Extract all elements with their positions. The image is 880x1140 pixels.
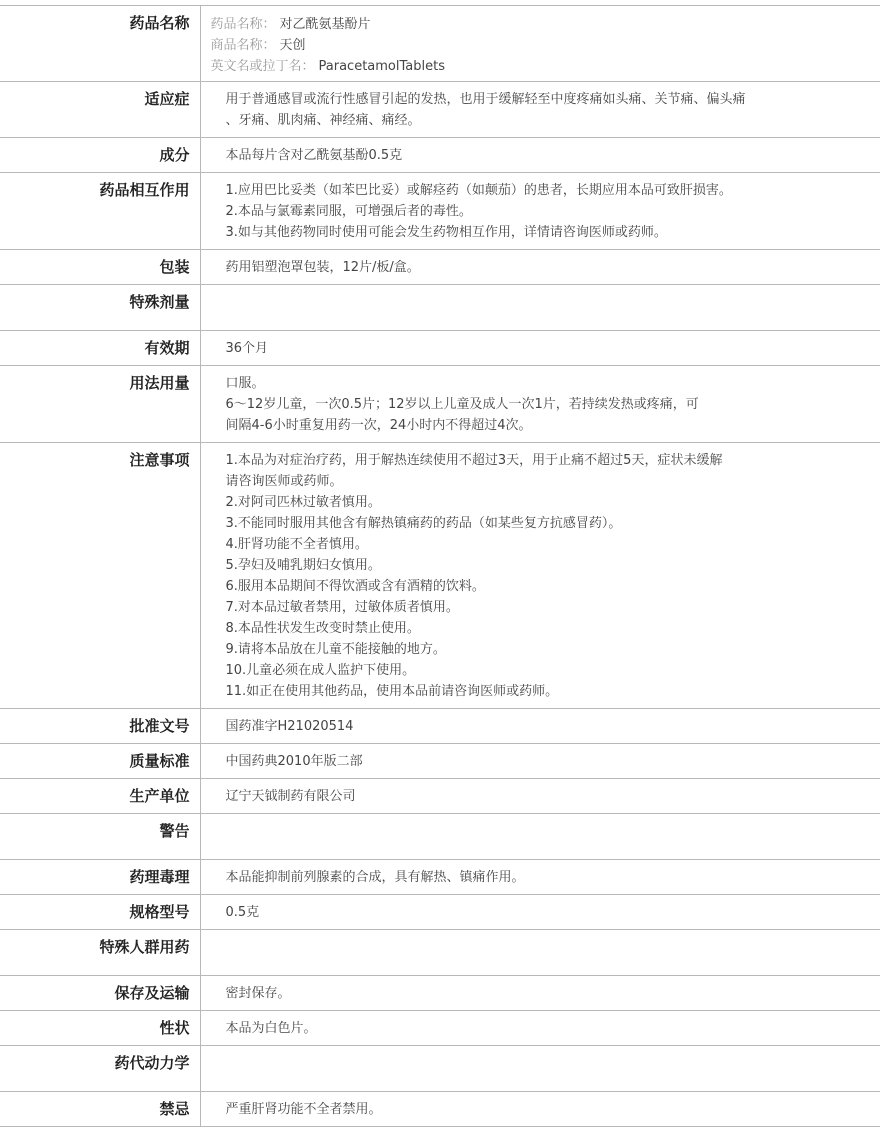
spec-row [0, 1046, 880, 1092]
name-key: 商品名称： [210, 38, 276, 53]
spec-row [0, 779, 880, 814]
row-label: 批准文号 [0, 709, 200, 744]
row-value-line: 6～12岁儿童，一次0.5片；12岁以上儿童及成人一次1片，若持续发热或疼痛，可 [225, 397, 699, 412]
row-value [200, 82, 880, 138]
spec-row [0, 814, 880, 860]
spec-row [0, 709, 880, 744]
row-label: 特殊剂量 [0, 285, 200, 331]
row-label: 特殊人群用药 [0, 930, 200, 976]
row-value [200, 744, 880, 779]
drug-spec-table [0, 5, 880, 1127]
row-label: 质量标准 [0, 744, 200, 779]
row-value-line: 请咨询医师或药师。 [225, 474, 343, 489]
row-value-line: 国药准字H21020514 [225, 719, 354, 734]
row-label: 警告 [0, 814, 200, 860]
spec-row [0, 860, 880, 895]
row-value [200, 138, 880, 173]
spec-row [0, 930, 880, 976]
row-value-line: 严重肝肾功能不全者禁用。 [225, 1102, 382, 1117]
row-value [200, 895, 880, 930]
row-value [200, 814, 880, 860]
row-label: 生产单位 [0, 779, 200, 814]
row-value-line: 本品能抑制前列腺素的合成，具有解热、镇痛作用。 [225, 870, 525, 885]
row-value [200, 976, 880, 1011]
row-value-line: 8.本品性状发生改变时禁止使用。 [225, 621, 420, 636]
row-value [200, 1011, 880, 1046]
row-value [200, 1046, 880, 1092]
row-value [200, 779, 880, 814]
row-label: 药理毒理 [0, 860, 200, 895]
row-value [200, 285, 880, 331]
spec-row [0, 173, 880, 250]
row-value-line: 1.应用巴比妥类（如苯巴比妥）或解痉药（如颠茄）的患者，长期应用本品可致肝损害。 [225, 183, 732, 198]
row-value-line: 9.请将本品放在儿童不能接触的地方。 [225, 642, 446, 657]
row-label: 包装 [0, 250, 200, 285]
row-label: 规格型号 [0, 895, 200, 930]
row-label: 药品相互作用 [0, 173, 200, 250]
row-value [200, 1092, 880, 1127]
spec-row [0, 82, 880, 138]
spec-row [0, 976, 880, 1011]
row-value-line: 2.对阿司匹林过敏者慎用。 [225, 495, 381, 510]
row-value-line: 5.孕妇及哺乳期妇女慎用。 [225, 558, 381, 573]
row-label: 注意事项 [0, 443, 200, 709]
row-value-line: 本品为白色片。 [225, 1021, 317, 1036]
row-value-line: 密封保存。 [225, 986, 291, 1001]
name-key: 药品名称： [210, 17, 276, 32]
row-value-line: 、牙痛、肌肉痛、神经痛、痛经。 [225, 113, 421, 128]
name-line-brand [211, 35, 791, 56]
row-label: 适应症 [0, 82, 200, 138]
spec-row [0, 138, 880, 173]
row-value-line: 口服。 [225, 376, 265, 391]
row-value [200, 366, 880, 443]
spec-row [0, 895, 880, 930]
spec-row [0, 285, 880, 331]
spec-row [0, 744, 880, 779]
row-value-line: 间隔4-6小时重复用药一次，24小时内不得超过4次。 [225, 418, 532, 433]
row-value-line: 10.儿童必须在成人监护下使用。 [225, 663, 416, 678]
row-value-line: 0.5克 [225, 905, 260, 920]
row-value-line: 本品每片含对乙酰氨基酚0.5克 [225, 148, 403, 163]
row-label: 有效期 [0, 331, 200, 366]
spec-row [0, 1092, 880, 1127]
row-label: 性状 [0, 1011, 200, 1046]
row-value-line: 中国药典2010年版二部 [225, 754, 363, 769]
spec-row [0, 366, 880, 443]
name-value: 对乙酰氨基酚片 [279, 17, 371, 32]
name-line-english [211, 56, 791, 77]
row-value-line: 36个月 [225, 341, 269, 356]
row-value-line: 6.服用本品期间不得饮酒或含有酒精的饮料。 [225, 579, 485, 594]
row-value-line: 3.不能同时服用其他含有解热镇痛药的药品（如某些复方抗感冒药）。 [225, 516, 622, 531]
spec-row [0, 1011, 880, 1046]
row-label: 药代动力学 [0, 1046, 200, 1092]
spec-row [0, 331, 880, 366]
row-value [200, 443, 880, 709]
row-value-line: 用于普通感冒或流行性感冒引起的发热，也用于缓解轻至中度疼痛如头痛、关节痛、偏头痛 [225, 92, 746, 107]
name-line-generic [211, 14, 791, 35]
row-value-line: 药用铝塑泡罩包装，12片/板/盒。 [225, 260, 420, 275]
row-value [200, 860, 880, 895]
row-value-line: 7.对本品过敏者禁用，过敏体质者慎用。 [225, 600, 459, 615]
row-value-line: 4.肝肾功能不全者慎用。 [225, 537, 368, 552]
row-value-line: 辽宁天钺制药有限公司 [225, 789, 356, 804]
row-label: 成分 [0, 138, 200, 173]
row-value [200, 173, 880, 250]
row-value-line: 11.如正在使用其他药品，使用本品前请咨询医师或药师。 [225, 684, 559, 699]
row-product-name [0, 6, 880, 82]
name-key: 英文名或拉丁名： [210, 59, 315, 74]
row-value [200, 709, 880, 744]
row-value-line: 3.如与其他药物同时使用可能会发生药物相互作用，详情请咨询医师或药师。 [225, 225, 667, 240]
row-label: 禁忌 [0, 1092, 200, 1127]
row-label: 用法用量 [0, 366, 200, 443]
row-value-line: 2.本品与氯霉素同服，可增强后者的毒性。 [225, 204, 472, 219]
row-value [200, 250, 880, 285]
row-label: 药品名称 [0, 6, 200, 82]
row-value [200, 6, 880, 82]
row-value-line: 1.本品为对症治疗药，用于解热连续使用不超过3天，用于止痛不超过5天，症状未缓解 [225, 453, 723, 468]
name-value: ParacetamolTablets [318, 59, 445, 74]
row-value [200, 331, 880, 366]
spec-row [0, 443, 880, 709]
row-label: 保存及运输 [0, 976, 200, 1011]
row-value [200, 930, 880, 976]
spec-row [0, 250, 880, 285]
name-value: 天创 [279, 38, 306, 53]
